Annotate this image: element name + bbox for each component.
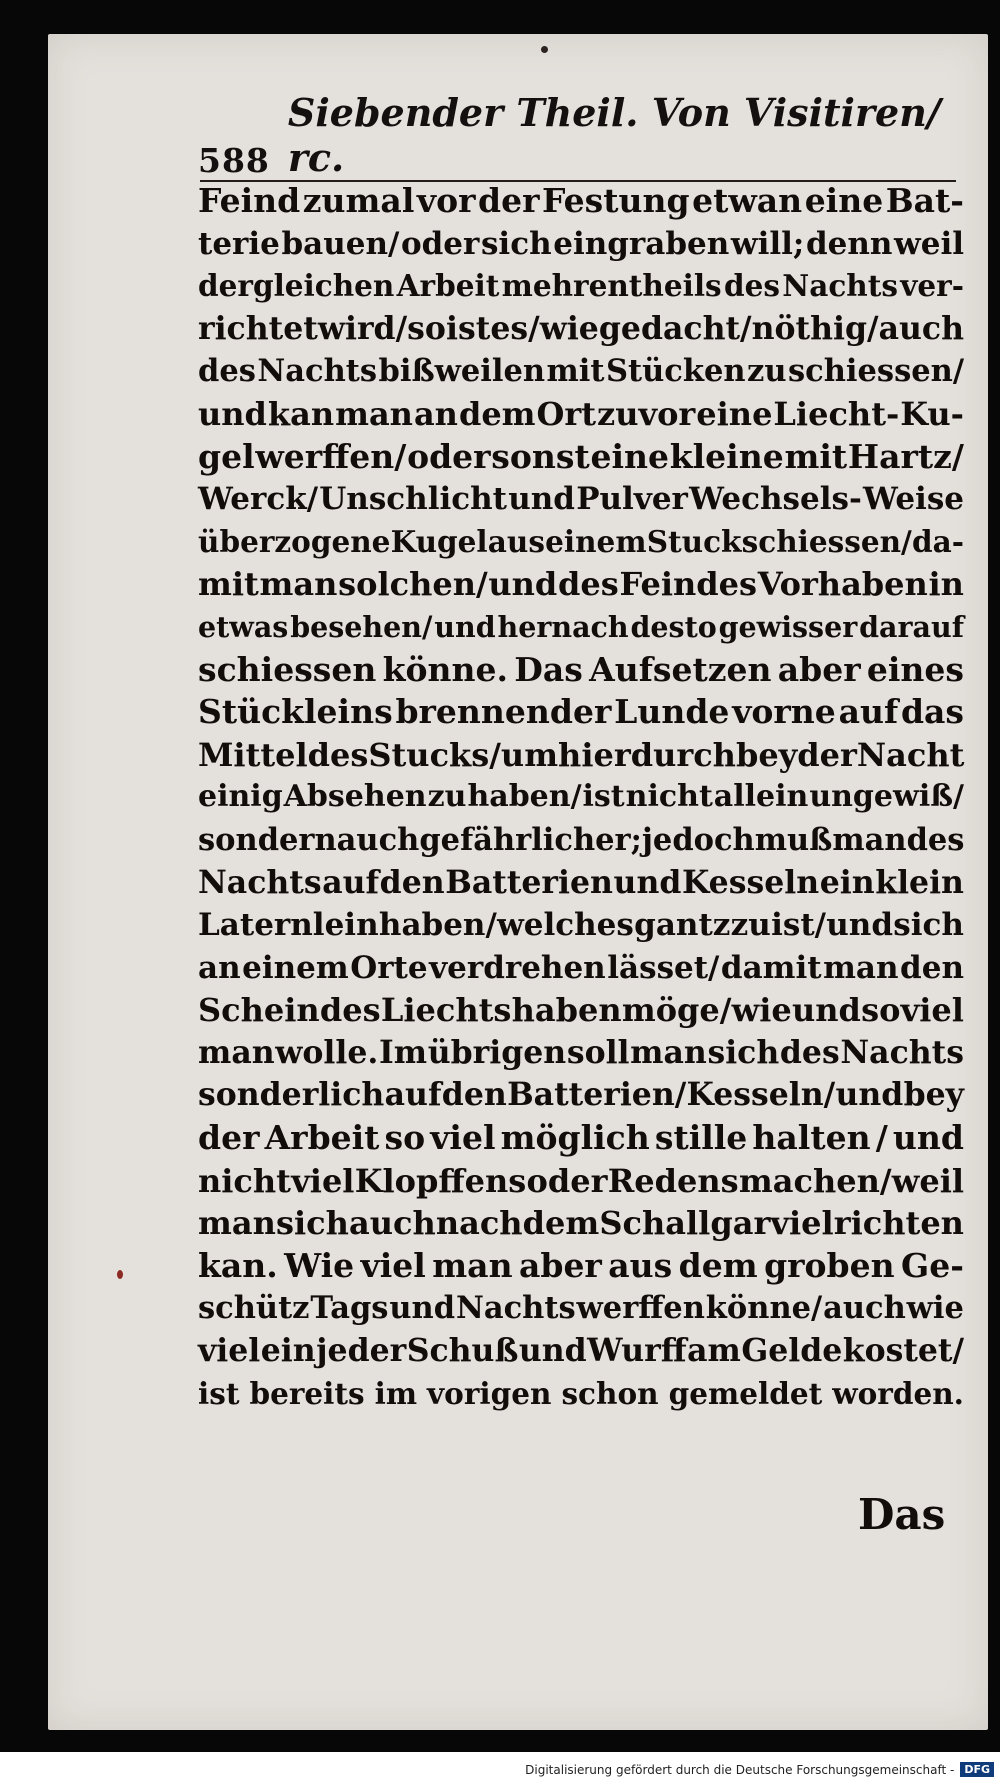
text-line: sondern auch gefährlicher; jedoch muß man des [198, 821, 965, 858]
dfg-logo: DFG [960, 1762, 994, 1777]
text-line: und kan man an dem Ort zuvor eine Liecht- Ku- [198, 394, 964, 433]
catchword: Das [858, 1490, 946, 1539]
text-line: schütz Tags und Nachts werffen könne/ auch wie [198, 1290, 964, 1327]
text-line: viel ein jeder Schuß und Wurff am Gelde kostet/ [198, 1332, 964, 1370]
margin-mark [117, 1270, 123, 1279]
text-line: schiessen könne. Das Aufsetzen aber eines [198, 649, 964, 689]
text-line: man sich auch nach dem Schall gar viel richten [198, 1204, 964, 1243]
text-line: kan. Wie viel man aber aus dem groben Ge- [198, 1245, 964, 1285]
text-line: richtet wird/ so ist es/ wie gedacht/ nöthig/ auch [198, 309, 964, 347]
page-number: 588 [198, 141, 270, 180]
text-line: terie bauen/ oder sich eingraben will; denn weil [198, 225, 964, 262]
text-line: nicht viel Klopffens oder Redens machen/ weil [198, 1161, 964, 1200]
page-header [198, 90, 958, 180]
text-line: der Arbeit so viel möglich stille halten / und [198, 1118, 964, 1158]
ink-speck-top [541, 46, 548, 53]
text-line: Nachts auf den Batterien und Kesseln ein klein [198, 863, 964, 901]
text-line: sonderlich auf den Batterien/ Kesseln/ und bey [198, 1076, 964, 1114]
running-head: Siebender Theil. Von Visitiren/ rc. [287, 90, 941, 180]
text-line: Feind zumal vor der Festung etwan eine Bat- [198, 181, 964, 220]
text-line: Werck/ Unschlicht und Pulver Wechsels- Weise [198, 481, 964, 518]
text-line: an einem Orte verdrehen lässet/ damit man den [198, 949, 964, 986]
text-line: des Nachts bißweilen mit Stücken zu schiessen/ [198, 353, 964, 390]
text-line: überzogene Kugel aus einem Stuck schiessen/ da- [198, 523, 964, 559]
text-line: dergleichen Arbeit mehrentheils des Nachts ver- [198, 268, 964, 304]
text-line: Laternlein haben/ welches gantz zu ist/ und sich [198, 907, 964, 944]
text-line: mit man solchen/ und des Feindes Vorhaben in [198, 565, 964, 604]
text-line: ist bereits im vorigen schon gemeldet worden. [198, 1375, 964, 1411]
footer-credit: Digitalisierung gefördert durch die Deutsche Forschungsgemeinschaft - [525, 1762, 955, 1777]
text-line: einig Absehen zu haben/ ist nicht allein ungewiß/ [198, 779, 964, 815]
text-line: etwas besehen/ und hernach desto gewisser darauf [198, 609, 964, 644]
body-text [198, 180, 964, 1415]
text-line: gel werffen/ oder sonst eine kleine mit Hartz/ [198, 436, 964, 476]
text-line: Stückleins brennender Lunde vorne auf das [198, 692, 964, 732]
digitization-footer [0, 1752, 1000, 1787]
text-line: Schein des Liechts haben möge/ wie und so viel [198, 991, 964, 1030]
text-line: man wolle. Im übrigen soll man sich des Nachts [198, 1033, 964, 1071]
text-line: Mittel des Stucks/ um hierdurch bey der Nacht [198, 735, 965, 774]
